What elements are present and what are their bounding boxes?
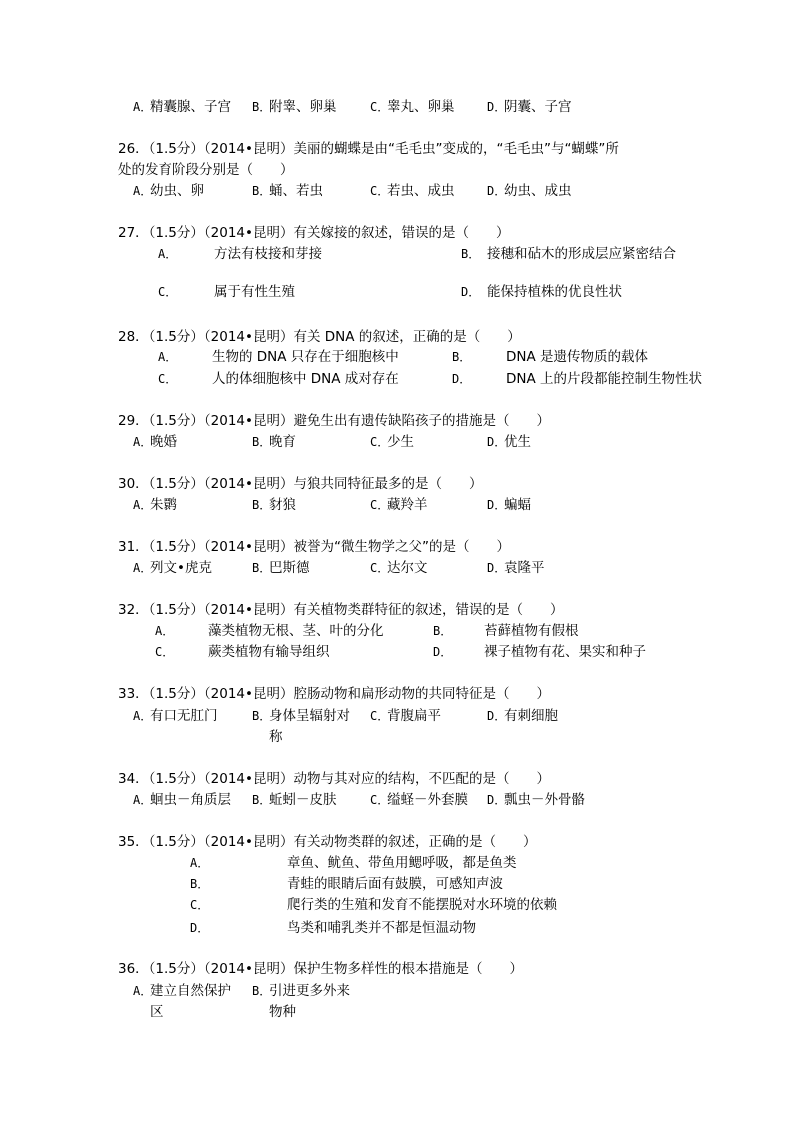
option-b-text-cont: 物种 bbox=[269, 1004, 296, 1020]
option-a-text: 幼虫、卵 bbox=[150, 183, 204, 199]
option-a-letter: A． bbox=[133, 100, 153, 114]
option-d-letter: D． bbox=[190, 921, 210, 935]
option-a-text: 建立自然保护 bbox=[150, 983, 231, 999]
option-c-text: 属于有性生殖 bbox=[214, 284, 295, 300]
question-stem: 35．（1.5分）（2014•昆明）有关动物类群的叙述，正确的是（ ） bbox=[118, 834, 537, 850]
option-d-text: 裸子植物有花、果实和种子 bbox=[484, 644, 646, 660]
option-c-text: 少生 bbox=[387, 434, 414, 450]
option-c-text: 缢蛏－外套膜 bbox=[387, 792, 468, 808]
option-a-text: 晚婚 bbox=[150, 434, 177, 450]
option-b-text: 巴斯德 bbox=[269, 560, 310, 576]
option-d-text: 瓢虫－外骨骼 bbox=[504, 792, 585, 808]
option-a-text: 有口无肛门 bbox=[150, 708, 218, 724]
option-b-text: 蚯蚓－皮肤 bbox=[269, 792, 337, 808]
option-b-letter: B． bbox=[190, 877, 210, 891]
option-d-text: 鸟类和哺乳类并不都是恒温动物 bbox=[287, 920, 476, 936]
option-d-text: 阴囊、子宫 bbox=[504, 99, 572, 115]
option-a-text: 生物的 DNA 只存在于细胞核中 bbox=[212, 349, 399, 365]
option-b-letter: B． bbox=[252, 100, 272, 114]
option-a-text: 朱鹮 bbox=[150, 497, 177, 513]
option-b-letter: B． bbox=[252, 498, 272, 512]
option-b-letter: B． bbox=[252, 984, 272, 998]
option-c-text: 若虫、成虫 bbox=[387, 183, 455, 199]
option-a-text: 蛔虫－角质层 bbox=[150, 792, 231, 808]
option-c-text: 背腹扁平 bbox=[387, 708, 441, 724]
option-b-letter: B． bbox=[461, 247, 481, 261]
option-c-letter: C． bbox=[370, 100, 390, 114]
option-b-text-cont: 称 bbox=[269, 729, 283, 745]
question-stem: 33．（1.5分）（2014•昆明）腔肠动物和扁形动物的共同特征是（ ） bbox=[118, 686, 550, 702]
question-stem: 30．（1.5分）（2014•昆明）与狼共同特征最多的是（ ） bbox=[118, 476, 483, 492]
option-b-text: DNA 是遗传物质的载体 bbox=[506, 349, 649, 365]
option-b-letter: B． bbox=[252, 435, 272, 449]
option-c-text: 藏羚羊 bbox=[387, 497, 428, 513]
option-d-text: 蝙蝠 bbox=[504, 497, 531, 513]
option-b-text: 附睾、卵巢 bbox=[269, 99, 337, 115]
option-b-letter: B． bbox=[252, 184, 272, 198]
option-d-letter: D． bbox=[487, 100, 507, 114]
option-b-text: 苔藓植物有假根 bbox=[484, 623, 579, 639]
option-c-letter: C． bbox=[370, 561, 390, 575]
option-b-text: 身体呈辐射对 bbox=[269, 708, 350, 724]
option-c-text: 睾丸、卵巢 bbox=[387, 99, 455, 115]
option-b-letter: B． bbox=[252, 793, 272, 807]
option-a-letter: A． bbox=[190, 856, 210, 870]
option-d-text: 袁隆平 bbox=[504, 560, 545, 576]
option-c-letter: C． bbox=[158, 372, 178, 386]
option-a-letter: A． bbox=[158, 247, 178, 261]
option-d-text: 优生 bbox=[504, 434, 531, 450]
option-d-text: 幼虫、成虫 bbox=[504, 183, 572, 199]
question-stem: 32．（1.5分）（2014•昆明）有关植物类群特征的叙述，错误的是（ ） bbox=[118, 602, 564, 618]
option-d-letter: D． bbox=[487, 793, 507, 807]
option-b-letter: B． bbox=[452, 350, 472, 364]
option-c-letter: C． bbox=[370, 498, 390, 512]
option-a-text: 方法有枝接和芽接 bbox=[214, 246, 322, 262]
option-a-letter: A． bbox=[133, 984, 153, 998]
option-c-text: 爬行类的生殖和发育不能摆脱对水环境的依赖 bbox=[287, 897, 557, 913]
option-d-letter: D． bbox=[487, 184, 507, 198]
option-b-text: 引进更多外来 bbox=[269, 983, 350, 999]
option-a-text: 藻类植物无根、茎、叶的分化 bbox=[208, 623, 384, 639]
option-c-letter: C． bbox=[370, 184, 390, 198]
option-a-letter: A． bbox=[133, 184, 153, 198]
option-c-letter: C． bbox=[158, 285, 178, 299]
option-a-text: 章鱼、鱿鱼、带鱼用鳃呼吸，都是鱼类 bbox=[287, 855, 517, 871]
option-d-text: DNA 上的片段都能控制生物性状 bbox=[506, 371, 703, 387]
option-b-text: 接穗和砧木的形成层应紧密结合 bbox=[487, 246, 676, 262]
question-stem-cont: 处的发育阶段分别是（ ） bbox=[118, 162, 294, 178]
option-c-text: 达尔文 bbox=[387, 560, 428, 576]
option-a-text: 列文•虎克 bbox=[150, 560, 212, 576]
question-stem: 34．（1.5分）（2014•昆明）动物与其对应的结构，不匹配的是（ ） bbox=[118, 771, 550, 787]
option-d-letter: D． bbox=[487, 709, 507, 723]
option-a-letter: A． bbox=[133, 793, 153, 807]
question-stem: 29．（1.5分）（2014•昆明）避免生出有遗传缺陷孩子的措施是（ ） bbox=[118, 413, 550, 429]
option-b-text: 青蛙的眼睛后面有鼓膜，可感知声波 bbox=[287, 876, 503, 892]
question-stem: 28．（1.5分）（2014•昆明）有关 DNA 的叙述，正确的是（ ） bbox=[118, 329, 521, 345]
option-d-letter: D． bbox=[487, 561, 507, 575]
option-c-letter: C． bbox=[370, 709, 390, 723]
option-c-letter: C． bbox=[370, 435, 390, 449]
option-a-text: 精囊腺、子宫 bbox=[150, 99, 231, 115]
option-c-letter: C． bbox=[155, 645, 175, 659]
option-d-letter: D． bbox=[461, 285, 481, 299]
option-a-letter: A． bbox=[155, 624, 175, 638]
option-a-letter: A． bbox=[133, 561, 153, 575]
question-stem: 27．（1.5分）（2014•昆明）有关嫁接的叙述，错误的是（ ） bbox=[118, 225, 510, 241]
option-b-letter: B． bbox=[252, 561, 272, 575]
option-a-text-cont: 区 bbox=[150, 1004, 164, 1020]
option-b-text: 晚育 bbox=[269, 434, 296, 450]
option-a-letter: A． bbox=[133, 709, 153, 723]
option-a-letter: A． bbox=[158, 350, 178, 364]
question-stem: 36．（1.5分）（2014•昆明）保护生物多样性的根本措施是（ ） bbox=[118, 961, 523, 977]
option-c-text: 蕨类植物有输导组织 bbox=[208, 644, 330, 660]
option-d-text: 能保持植株的优良性状 bbox=[487, 284, 622, 300]
option-d-letter: D． bbox=[487, 498, 507, 512]
option-d-letter: D． bbox=[487, 435, 507, 449]
option-d-letter: D． bbox=[452, 372, 472, 386]
option-a-letter: A． bbox=[133, 435, 153, 449]
option-a-letter: A． bbox=[133, 498, 153, 512]
option-b-text: 蛹、若虫 bbox=[269, 183, 323, 199]
option-b-letter: B． bbox=[252, 709, 272, 723]
option-c-letter: C． bbox=[370, 793, 390, 807]
question-stem: 31．（1.5分）（2014•昆明）被誉为“微生物学之父”的是（ ） bbox=[118, 539, 510, 555]
option-d-letter: D． bbox=[433, 645, 453, 659]
option-c-letter: C． bbox=[190, 898, 210, 912]
question-stem: 26．（1.5分）（2014•昆明）美丽的蝴蝶是由“毛毛虫”变成的，“毛毛虫”与“蝴蝶”所 bbox=[118, 141, 619, 157]
option-b-letter: B． bbox=[433, 624, 453, 638]
option-c-text: 人的体细胞核中 DNA 成对存在 bbox=[212, 371, 399, 387]
option-b-text: 豺狼 bbox=[269, 497, 296, 513]
option-d-text: 有刺细胞 bbox=[504, 708, 558, 724]
